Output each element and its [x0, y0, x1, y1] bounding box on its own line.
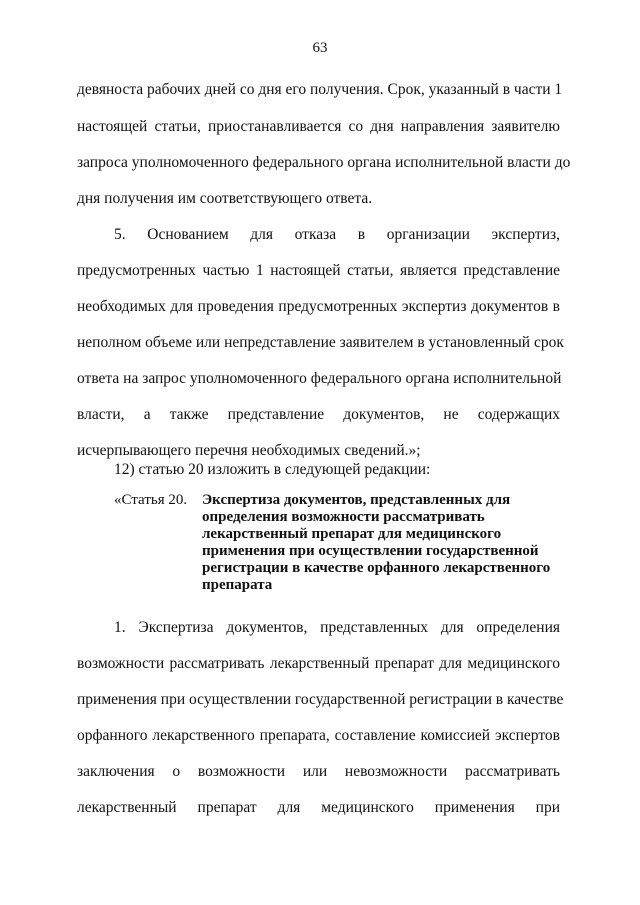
- text-line: власти, а также представление документов, не содержащих: [77, 406, 560, 423]
- article-label: «Статья 20.: [114, 492, 188, 508]
- text-line: предусмотренных частью 1 настоящей статьи, является представление: [77, 262, 560, 279]
- text-line: 1. Экспертиза документов, представленных для определения: [114, 619, 560, 636]
- article-title: Экспертиза документов, представленных для определения возможности рассматривать лекарственный препарат для медицинского применения при осуществлении государственной регистрации в качестве орфанного лекарственного препарата: [202, 492, 551, 593]
- article-heading: [114, 492, 564, 594]
- text-line: заключения о возможности или невозможности рассматривать: [77, 763, 560, 780]
- text-line: орфанного лекарственного препарата, составление комиссией экспертов: [77, 727, 560, 744]
- text-line: возможности рассматривать лекарственный препарат для медицинского: [77, 655, 560, 672]
- paragraph-12: 12) статью 20 изложить в следующей редакции:: [114, 461, 431, 478]
- text-line: ответа на запрос уполномоченного федерального органа исполнительной: [77, 370, 562, 387]
- text-line: необходимых для проведения предусмотренных экспертиз документов в: [77, 298, 560, 315]
- page-number: 63: [312, 40, 328, 56]
- text-line: лекарственный препарат для медицинского применения при: [77, 799, 560, 816]
- text-line: настоящей статьи, приостанавливается со дня направления заявителю: [77, 118, 560, 135]
- text-line: 5. Основанием для отказа в организации экспертиз,: [114, 226, 560, 243]
- text-line: применения при осуществлении государственной регистрации в качестве: [77, 691, 564, 708]
- text-line: исчерпывающего перечня необходимых сведений.»;: [77, 442, 421, 459]
- text-line: девяноста рабочих дней со дня его получения. Срок, указанный в части 1: [77, 81, 563, 98]
- text-line: запроса уполномоченного федерального органа исполнительной власти до: [77, 154, 571, 171]
- text-line: дня получения им соответствующего ответа.: [77, 190, 373, 207]
- text-line: неполном объеме или непредставление заявителем в установленный срок: [77, 334, 564, 351]
